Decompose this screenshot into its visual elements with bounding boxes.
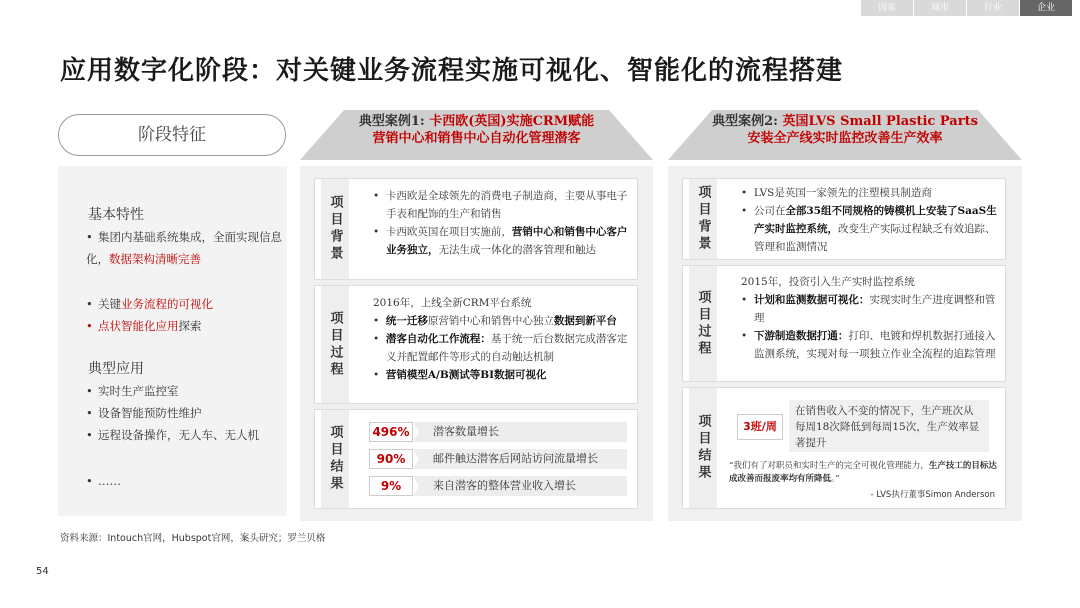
stage-features-panel	[58, 166, 287, 516]
case2-quote-attribution: - LVS执行董事Simon Anderson	[870, 490, 995, 500]
case1-results-label: 项目结果	[321, 410, 349, 508]
source-note: 资料来源：Intouch官网，Hubspot官网，案头研究；罗兰贝格	[60, 533, 326, 544]
basic-feature-item: • 点状智能化应用探索	[86, 319, 202, 333]
typical-apps-heading: 典型应用	[88, 361, 144, 377]
basic-feature-item: • 关键业务流程的可视化	[86, 297, 213, 311]
case2-background-row	[682, 178, 1006, 260]
basic-features-heading: 基本特性	[88, 207, 144, 223]
result-label: 邮件触达潜客后网站访问流量增长	[433, 452, 598, 465]
case2-results-label: 项目结果	[689, 388, 717, 508]
case1-result-item	[369, 449, 627, 469]
case2-process-label: 项目过程	[689, 266, 717, 381]
tab-enterprise[interactable]: 企业	[1020, 0, 1072, 16]
case2-background-label: 项目背景	[689, 179, 717, 259]
case1-header: 典型案例1: 卡西欧(英国)实施CRM赋能 营销中心和销售中心自动化管理潜客	[300, 110, 653, 160]
case2-header: 典型案例2: 英国LVS Small Plastic Parts 安装全产线实时监控改善生产效率	[668, 110, 1022, 160]
result-value: 90%	[369, 449, 413, 469]
case1-process-label: 项目过程	[321, 286, 349, 403]
case2-process-text: 2015年，投资引入生产实时监控系统 • 计划和监测数据可视化：实现实时生产进度调整和管理 • 下游制造数据打通：打印、电镀和焊机数据打通接入监测系统，实现对每一项独立作业全流程的追踪管理	[741, 276, 996, 360]
stage-features-pill: 阶段特征	[58, 114, 286, 156]
case1-results-row	[314, 409, 638, 509]
case2-process-row	[682, 265, 1006, 382]
case1-background-row	[314, 178, 638, 280]
case2-result-value: 3班/周	[737, 414, 783, 440]
result-label: 潜客数量增长	[433, 425, 499, 438]
typical-app-item: • 远程设备操作，无人车、无人机	[86, 428, 259, 442]
result-value: 9%	[369, 476, 413, 496]
case1-process-row	[314, 285, 638, 404]
tab-city[interactable]: 城市	[914, 0, 966, 16]
case1-background-label: 项目背景	[321, 179, 349, 279]
case2-results-row	[682, 387, 1006, 509]
case2-background-text: • LVS是英国一家领先的注塑模具制造商 • 公司在全部35组不同规格的铸模机上安装了SaaS生产实时监控系统，改变生产实际过程缺乏有效追踪、管理和监测情况	[741, 187, 997, 253]
top-nav-tabs	[860, 0, 1072, 16]
tab-industry[interactable]: 行业	[967, 0, 1019, 16]
chevron-right-icon	[413, 476, 419, 496]
case2-quote: “我们有了对职员和实时生产的完全可视化管理能力，生产技工的目标达成改善而报废率均有所降低。”	[729, 461, 997, 484]
case1-result-item	[369, 476, 627, 496]
page-title: 应用数字化阶段：对关键业务流程实施可视化、智能化的流程搭建	[60, 56, 844, 86]
result-label: 来自潜客的整体营业收入增长	[433, 479, 576, 492]
page-number: 54	[36, 566, 49, 577]
result-value: 496%	[369, 422, 413, 442]
chevron-right-icon	[413, 422, 419, 442]
chevron-right-icon	[413, 449, 419, 469]
typical-app-item: • 实时生产监控室	[86, 384, 179, 398]
case2-result-text: 在销售收入不变的情况下，生产班次从每周18次降低到每周15次，生产效率显著提升	[789, 400, 989, 452]
case1-panel	[300, 166, 653, 521]
case2-panel	[668, 166, 1022, 521]
typical-app-item: • 设备智能预防性维护	[86, 406, 202, 420]
basic-feature-item: • 集团内基础系统集成，全面实现信息化，数据架构清晰完善	[86, 230, 282, 266]
case1-process-text: 2016年，上线全新CRM平台系统 • 统一迁移原营销中心和销售中心独立数据到新平台 • 潜客自动化工作流程：基于统一后台数据完成潜客定义并配置邮件等形式的自动触达机制 • 营销模型A/B测试等BI数据可视化	[373, 297, 628, 381]
typical-app-item: • ……	[86, 474, 121, 488]
tab-country[interactable]: 国家	[861, 0, 913, 16]
case1-background-text: • 卡西欧是全球领先的消费电子制造商，主要从事电子手表和配饰的生产和销售 • 卡西欧英国在项目实施前，营销中心和销售中心客户业务独立，无法生成一体化的潜客管理和触达	[373, 190, 628, 256]
case1-result-item	[369, 422, 627, 442]
